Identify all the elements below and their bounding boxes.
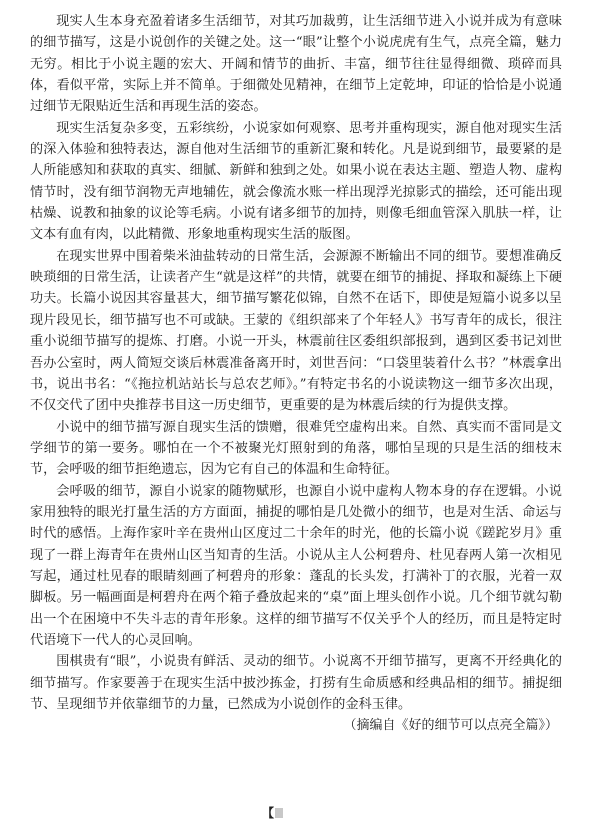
paragraph-6: 围棋贵有“眼”，小说贵有鲜活、灵动的细节。小说离不开细节描写，更离不开经典化的细节描写。作家要善于在现实生活中披沙拣金，打捞有生命质感和经典品相的细节。捕捉细节、呈现细节并依靠细节的力量，已然成为小说创作的金科玉律。: [30, 654, 562, 712]
paragraph-5: 会呼吸的细节，源自小说家的随物赋形，也源自小说中虚构人物本身的存在逻辑。小说家用独特的眼光打量生活的方方面面，捕捉的哪怕是几处微小的细节，也是对生活、命运与时代的感悟。上海作家叶辛在贵州山区度过二十余年的时光，他的长篇小说《蹉跎岁月》重现了一群上海青年在贵州山区当知青的生活。小说从主人公柯碧舟、杜见春两人第一次相见写起，通过杜见春的眼睛刻画了柯碧舟的形象：蓬乱的长头发，打满补丁的衣服，光着一双脚板。另一幅画面是柯碧舟在两个箱子叠放起来的“桌”面上埋头创作小说。几个细节就勾勒出一个在困境中不失斗志的青年形象。这样的细节描写不仅关乎个人的经历，而且是特定时代语境下一代人的心灵回响。: [30, 483, 562, 648]
paragraph-2: 现实生活复杂多变，五彩缤纷，小说家如何观察、思考并重构现实，源自他对现实生活的深入体验和独特表达，源自他对生活细节的重新汇聚和转化。凡是说到细节，最要紧的是人所能感知和获取的真实、细腻、新鲜和独到之处。如果小说在表达主题、塑造人物、虚构情节时，没有细节润物无声地辅佐，就会像流水账一样出现浮光掠影式的描绘，还可能出现枯燥、说教和抽象的议论等毛病。小说有诸多细节的加持，则像毛细血管深入肌肤一样，让文本有血有肉，以此精微、形象地重构现实生活的版图。: [30, 120, 562, 243]
paragraph-4: 小说中的细节描写源自现实生活的馈赠，很难凭空虚构出来。自然、真实而不雷同是文学细节的第一要务。哪怕在一个不被聚光灯照射到的角落，哪怕呈现的只是生活的细枝末节，会呼吸的细节拒绝遗忘，因为它有自己的体温和生命特征。: [30, 419, 562, 478]
page-footer: [262, 805, 283, 821]
paragraph-3: 在现实世界中围着柴米油盐转动的日常生活，会源源不断输出不同的细节。要想准确反映琐细的日常生活，让读者产生“就是这样”的共情，就要在细节的捕捉、择取和凝练上下硬功夫。长篇小说因其容量甚大，细节描写繁花似锦，自然不在话下，即使是短篇小说多以呈现片段见长，细节描写也不可或缺。王蒙的《组织部来了个年轻人》书写青年的成长，很注重小说细节描写的提炼、打磨。小说一开头，林震前往区委组织部报到，遇到区委书记刘世吾办公室时，两人简短交谈后林震准备离开时，刘世吾问：“口袋里装着什么书？”林震拿出书，说出书名：“《拖拉机站站长与总农艺师》。”有特定书名的小说读物这一细节多次出现，不仅交代了团中央推荐书目这一历史细节，更重要的是为林震后续的行为提供支撑。: [30, 248, 562, 414]
paragraph-1: 现实人生本身充盈着诸多生活细节，对其巧加裁剪，让生活细节进入小说并成为有意味的细节描写，这是小说创作的关键之处。这一“眼”让整个小说虎虎有生气，点亮全篇，魅力无穷。相比于小说主题的宏大、开阔和情节的曲折、丰富，细节往往显得细微、琐碎而具体，看似平常，实际上并不简单。于细微处见精神，在细节上定乾坤，印证的恰恰是小说通过细节无限贴近生活和再现生活的姿态。: [30, 14, 562, 115]
article-body: [30, 11, 562, 737]
footer-bracket: 【: [262, 806, 275, 820]
source-citation: （摘编自《好的细节可以点亮全篇》）: [343, 718, 558, 734]
page-number-mark-icon: [275, 808, 283, 818]
